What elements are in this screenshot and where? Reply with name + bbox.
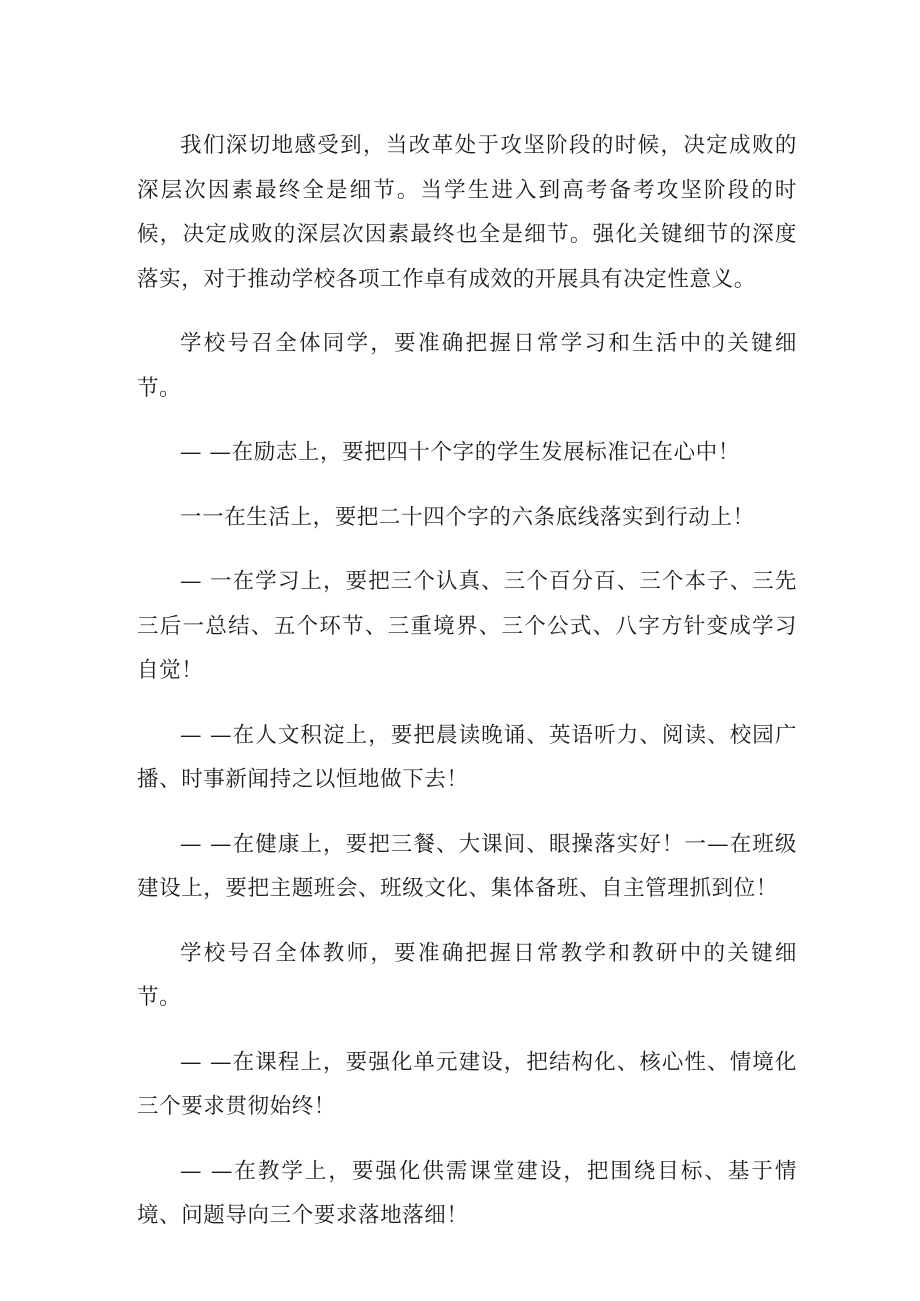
document-body [137,124,797,1259]
paragraph-inspiration: — —在励志上，要把四十个字的学生发展标准记在心中！ [180,440,740,465]
paragraph-humanities: — —在人文积淀上，要把晨读晚诵、英语听力、阅读、校园广播、时事新闻持之以恒地做下去！ [137,722,797,792]
paragraph-teaching: — —在教学上，要强化供需课堂建设，把围绕目标、基于情境、问题导向三个要求落地落细！ [137,1158,797,1228]
paragraph-study: — 一在学习上，要把三个认真、三个百分百、三个本子、三先三后一总结、五个环节、三重境界、三个公式、八字方针变成学习自觉！ [137,569,797,683]
paragraph-students-call: 学校号召全体同学，要准确把握日常学习和生活中的关键细节。 [137,331,797,401]
paragraph-teachers-call: 学校号召全体教师，要准确把握日常教学和教研中的关键细节。 [137,940,797,1010]
paragraph-intro: 我们深切地感受到，当改革处于攻坚阶段的时候，决定成败的深层次因素最终全是细节。当学生进入到高考备考攻坚阶段的时候，决定成败的深层次因素最终也全是细节。强化关键细节的深度落实，对于推动学校各项工作卓有成效的开展具有决定性意义。 [137,133,797,292]
paragraph-life: 一一在生活上，要把二十四个字的六条底线落实到行动上！ [180,504,755,530]
paragraph-health: — —在健康上，要把三餐、大课间、眼操落实好！一—在班级建设上，要把主题班会、班级文化、集体备班、自主管理抓到位！ [137,831,797,901]
paragraph-curriculum: — —在课程上，要强化单元建设，把结构化、核心性、情境化三个要求贯彻始终！ [137,1049,797,1119]
